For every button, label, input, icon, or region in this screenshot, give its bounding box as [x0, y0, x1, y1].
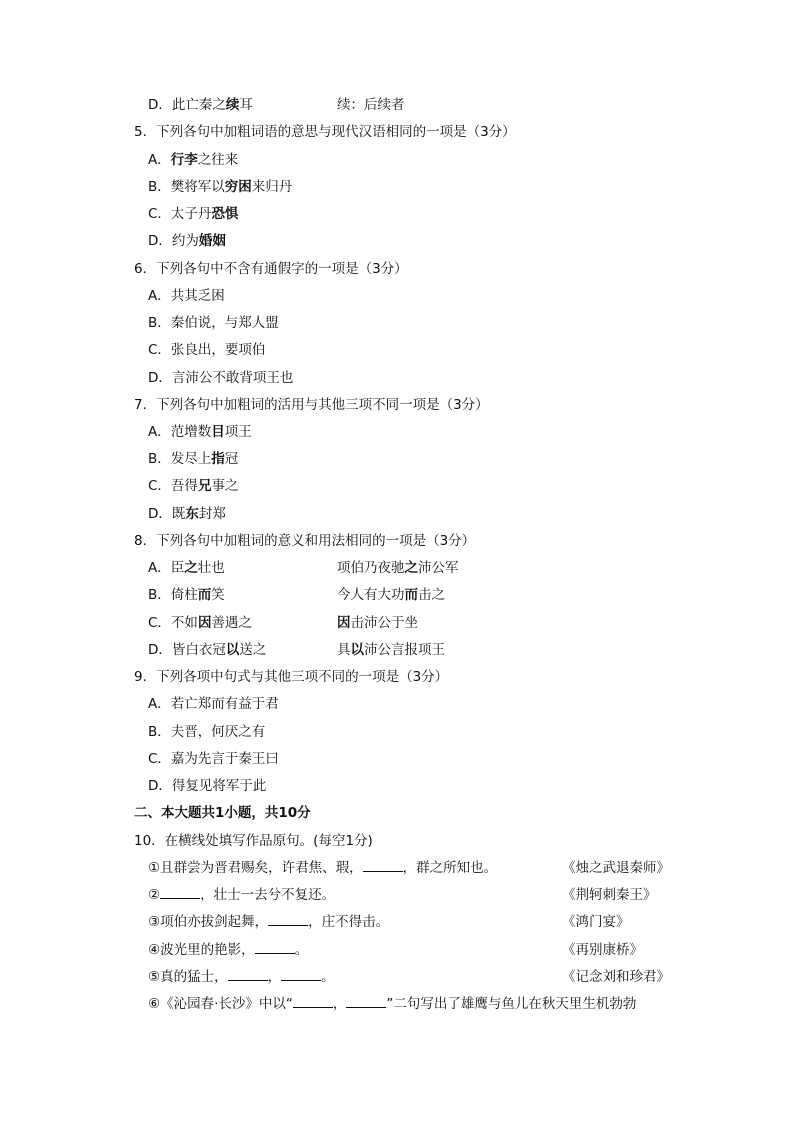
q5-option-d: D．约为婚姻: [148, 233, 226, 249]
q5-option-b: B．樊将军以穷困来归丹: [148, 179, 293, 195]
q10-item-5: ⑤真的猛士， ， 。: [148, 969, 335, 985]
q6-option-b: B．秦伯说，与郑人盟: [148, 315, 279, 331]
q6-option-a: A．共其乏困: [148, 288, 225, 304]
answer-blank[interactable]: [255, 941, 295, 954]
q7-option-a: A．范增数目项王: [148, 424, 252, 440]
q9-option-c: C．嘉为先言于秦王曰: [148, 751, 279, 767]
q10-item-1-source: 《烛之武退秦师》: [562, 860, 670, 876]
answer-blank[interactable]: [268, 913, 308, 926]
q4-option-d: D．此亡秦之续耳: [148, 97, 253, 113]
q8-option-d-right: 具以沛公言报项王: [337, 642, 445, 658]
answer-blank[interactable]: [228, 968, 268, 981]
q7-option-b: B．发尽上指冠: [148, 451, 239, 467]
q10-item-2-source: 《荆轲刺秦王》: [562, 887, 657, 903]
q7-option-c: C．吾得兄事之: [148, 478, 239, 494]
q10-item-5-source: 《记念刘和珍君》: [562, 969, 670, 985]
q10-item-6: ⑥《沁园春·长沙》中以“ ， ”二句写出了雄鹰与鱼儿在秋天里生机勃勃: [148, 996, 637, 1012]
q9-stem: 9．下列各项中句式与其他三项不同的一项是（3分）: [134, 669, 449, 685]
q7-stem: 7．下列各句中加粗词的活用与其他三项不同一项是（3分）: [134, 397, 489, 413]
q9-option-a: A．若亡郑而有益于君: [148, 696, 279, 712]
q10-item-3: ③项伯亦拔剑起舞， ，庄不得击。: [148, 914, 390, 930]
q10-item-4: ④波光里的艳影， 。: [148, 942, 309, 958]
q10-item-1: ①且群尝为晋君赐矣，许君焦、瑕， ，群之所知也。: [148, 860, 498, 876]
answer-blank[interactable]: [281, 968, 321, 981]
q8-option-a-right: 项伯乃夜驰之沛公军: [337, 560, 459, 576]
q10-item-3-source: 《鸿门宴》: [562, 914, 630, 930]
q9-option-b: B．夫晋，何厌之有: [148, 724, 266, 740]
answer-blank[interactable]: [160, 886, 200, 899]
answer-blank[interactable]: [363, 859, 403, 872]
q8-stem: 8．下列各句中加粗词的意义和用法相同的一项是（3分）: [134, 533, 476, 549]
q9-option-d: D．得复见将军于此: [148, 778, 267, 794]
q8-option-b-left: B．倚柱而笑: [148, 587, 225, 603]
q7-option-d: D．既东封郑: [148, 506, 226, 522]
q5-stem: 5．下列各句中加粗词语的意思与现代汉语相同的一项是（3分）: [134, 124, 516, 140]
q5-option-c: C．太子丹恐惧: [148, 206, 239, 222]
q6-option-d: D．言沛公不敢背项王也: [148, 370, 294, 386]
answer-blank[interactable]: [346, 995, 386, 1008]
q4-note: 续：后续者: [337, 97, 405, 113]
q8-option-b-right: 今人有大功而击之: [337, 587, 445, 603]
q8-option-d-left: D．皆白衣冠以送之: [148, 642, 267, 658]
answer-blank[interactable]: [293, 995, 333, 1008]
q10-stem: 10．在横线处填写作品原句。(每空1分): [134, 833, 373, 849]
q8-option-a-left: A．臣之壮也: [148, 560, 225, 576]
q10-item-2: ② ，壮士一去兮不复还。: [148, 887, 336, 903]
q8-option-c-left: C．不如因善遇之: [148, 615, 252, 631]
q6-stem: 6．下列各句中不含有通假字的一项是（3分）: [134, 261, 408, 277]
q5-option-a: A．行李之往来: [148, 152, 239, 168]
q8-option-c-right: 因击沛公于坐: [337, 615, 418, 631]
q6-option-c: C．张良出，要项伯: [148, 342, 266, 358]
q10-item-4-source: 《再别康桥》: [562, 942, 643, 958]
section-2-heading: 二、本大题共1小题，共10分: [134, 805, 311, 821]
